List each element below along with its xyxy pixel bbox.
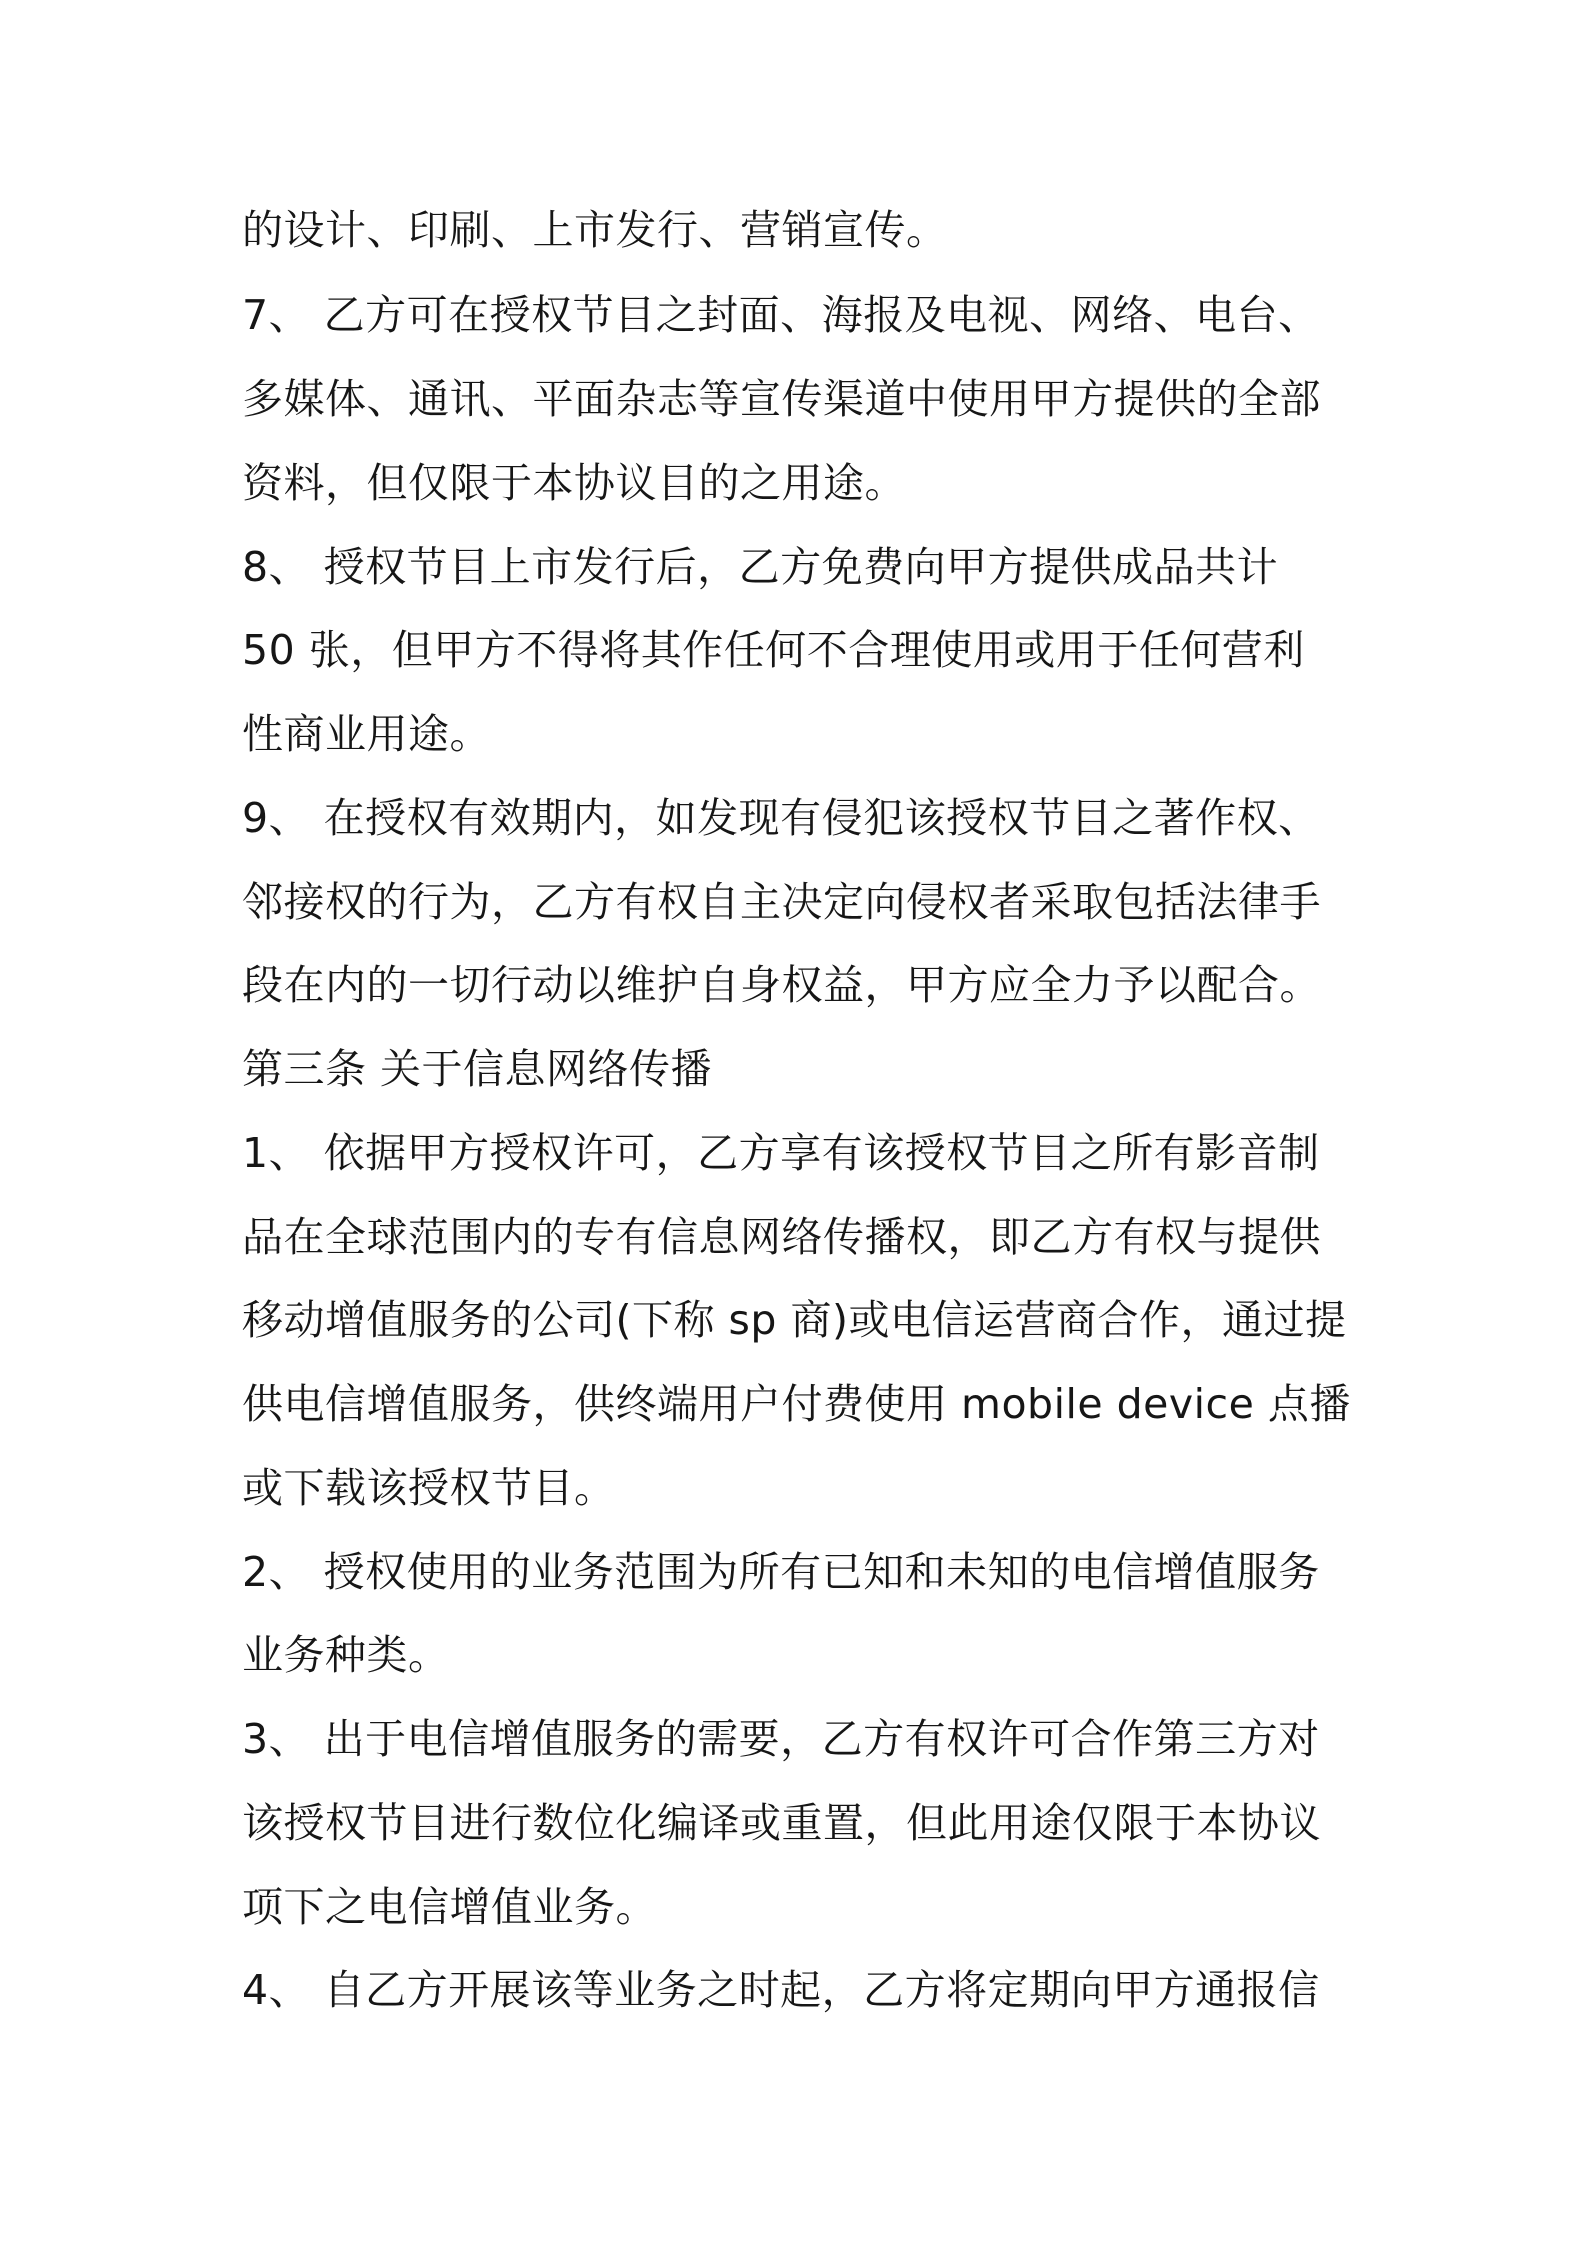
- text-line: 供电信增值服务，供终端用户付费使用 mobile device 点播: [242, 1380, 1351, 1428]
- text-line: 的设计、印刷、上市发行、营销宣传。: [242, 206, 948, 254]
- text-line: 段在内的一切行动以维护自身权益，甲方应全力予以配合。: [242, 961, 1321, 1009]
- text-line: 1、 依据甲方授权许可，乙方享有该授权节目之所有影音制: [242, 1129, 1320, 1177]
- text-line: 邻接权的行为，乙方有权自主决定向侵权者采取包括法律手: [242, 878, 1321, 926]
- text-line: 8、 授权节目上市发行后，乙方免费向甲方提供成品共计: [242, 543, 1279, 591]
- text-line: 业务种类。: [242, 1631, 450, 1679]
- text-line: 50 张，但甲方不得将其作任何不合理使用或用于任何营利: [242, 626, 1305, 674]
- text-line: 3、 出于电信增值服务的需要，乙方有权许可合作第三方对: [242, 1715, 1320, 1763]
- section-heading: 第三条 关于信息网络传播: [242, 1045, 713, 1093]
- text-line: 4、 自乙方开展该等业务之时起，乙方将定期向甲方通报信: [242, 1966, 1320, 2014]
- text-line: 品在全球范围内的专有信息网络传播权，即乙方有权与提供: [242, 1213, 1321, 1261]
- text-line: 2、 授权使用的业务范围为所有已知和未知的电信增值服务: [242, 1548, 1320, 1596]
- text-line: 移动增值服务的公司(下称 sp 商)或电信运营商合作，通过提: [242, 1296, 1347, 1344]
- text-line: 9、 在授权有效期内，如发现有侵犯该授权节目之著作权、: [242, 794, 1320, 842]
- text-line: 资料，但仅限于本协议目的之用途。: [242, 459, 906, 507]
- text-line: 或下载该授权节目。: [242, 1464, 616, 1512]
- text-line: 性商业用途。: [242, 710, 491, 758]
- text-line: 多媒体、通讯、平面杂志等宣传渠道中使用甲方提供的全部: [242, 375, 1321, 423]
- text-line: 该授权节目进行数位化编译或重置，但此用途仅限于本协议: [242, 1799, 1321, 1847]
- text-line: 项下之电信增值业务。: [242, 1883, 657, 1931]
- text-line: 7、 乙方可在授权节目之封面、海报及电视、网络、电台、: [242, 291, 1320, 339]
